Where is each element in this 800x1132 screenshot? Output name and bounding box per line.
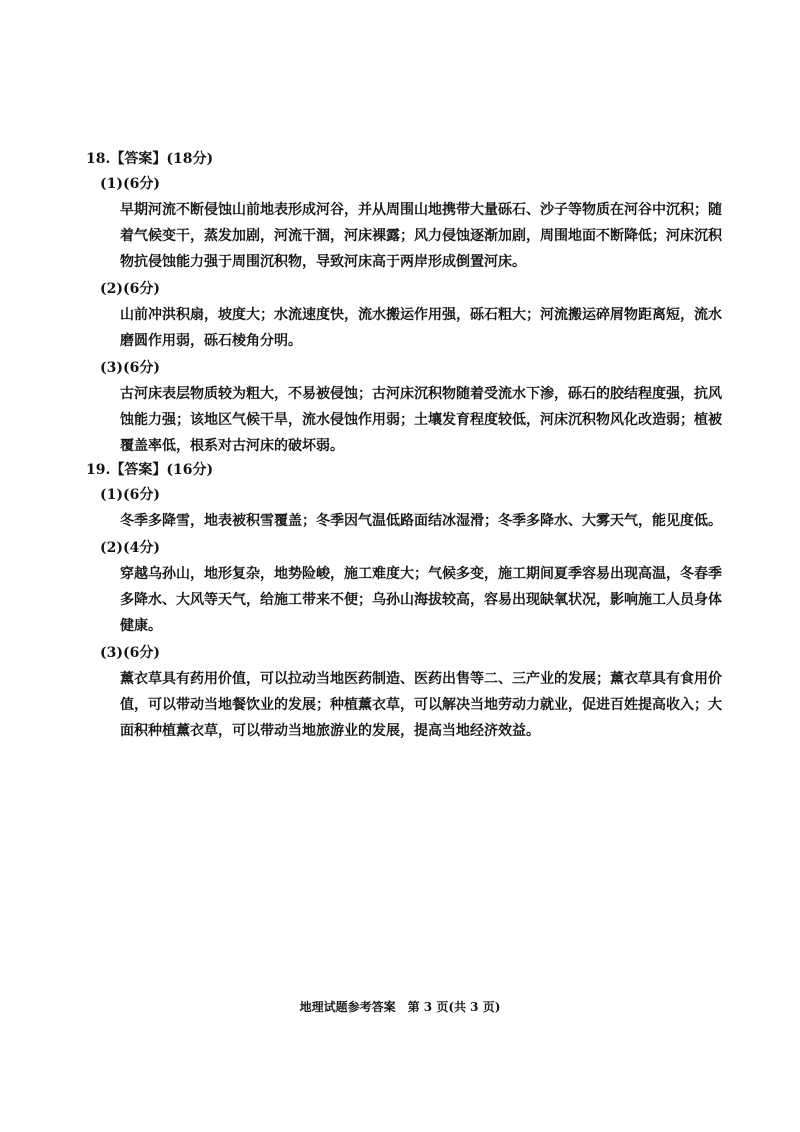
part-answer: 山前冲洪积扇，坡度大；水流速度快，流水搬运作用强，砾石粗大；河流搬运碎屑物距离短，流水磨圆作用弱，砾石棱角分明。 — [120, 307, 722, 349]
part-label: (1)(6分) — [100, 176, 160, 192]
answer-content — [86, 148, 726, 744]
question-19-part-2 — [100, 537, 726, 639]
part-label: (3)(6分) — [100, 360, 160, 376]
question-header: 19.【答案】(16分) — [86, 462, 214, 478]
page-footer: 地理试题参考答案 第 3 页(共 3 页) — [299, 1000, 501, 1014]
part-answer: 薰衣草具有药用价值，可以拉动当地医药制造、医药出售等二、三产业的发展；薰衣草具有食用价值，可以带动当地餐饮业的发展；种植薰衣草，可以解决当地劳动力就业，促进百姓提高收入；大面积种植薰衣草，可以带动当地旅游业的发展，提高当地经济效益。 — [120, 671, 722, 739]
part-answer: 冬季多降雪，地表被积雪覆盖；冬季因气温低路面结冰湿滑；冬季多降水、大雾天气，能见度低。 — [120, 513, 722, 529]
question-18 — [86, 148, 726, 459]
part-label: (3)(6分) — [100, 645, 160, 661]
part-answer: 早期河流不断侵蚀山前地表形成河谷，并从周围山地携带大量砾石、沙子等物质在河谷中沉积；随着气候变干，蒸发加剧，河流干涸，河床裸露；风力侵蚀逐渐加剧，周围地面不断降低；河床沉积物抗侵蚀能力强于周围沉积物，导致河床高于两岸形成倒置河床。 — [120, 202, 722, 270]
part-label: (1)(6分) — [100, 487, 160, 503]
question-18-part-2 — [100, 278, 726, 354]
question-19 — [86, 459, 726, 744]
part-label: (2)(6分) — [100, 281, 160, 297]
part-answer: 穿越乌孙山，地形复杂，地势险峻，施工难度大；气候多变，施工期间夏季容易出现高温，冬春季多降水、大风等天气，给施工带来不便；乌孙山海拔较高，容易出现缺氧状况，影响施工人员身体健康。 — [120, 566, 722, 634]
question-18-part-3 — [100, 357, 726, 459]
question-19-part-1 — [100, 484, 726, 534]
question-18-part-1 — [100, 173, 726, 275]
part-answer: 古河床表层物质较为粗大，不易被侵蚀；古河床沉积物随着受流水下渗，砾石的胶结程度强，抗风蚀能力强；该地区气候干旱，流水侵蚀作用弱；土壤发育程度较低，河床沉积物风化改造弱；植被覆盖率低，根系对古河床的破坏弱。 — [120, 386, 722, 454]
question-19-part-3 — [100, 642, 726, 744]
part-label: (2)(4分) — [100, 540, 160, 556]
question-header: 18.【答案】(18分) — [86, 151, 214, 167]
